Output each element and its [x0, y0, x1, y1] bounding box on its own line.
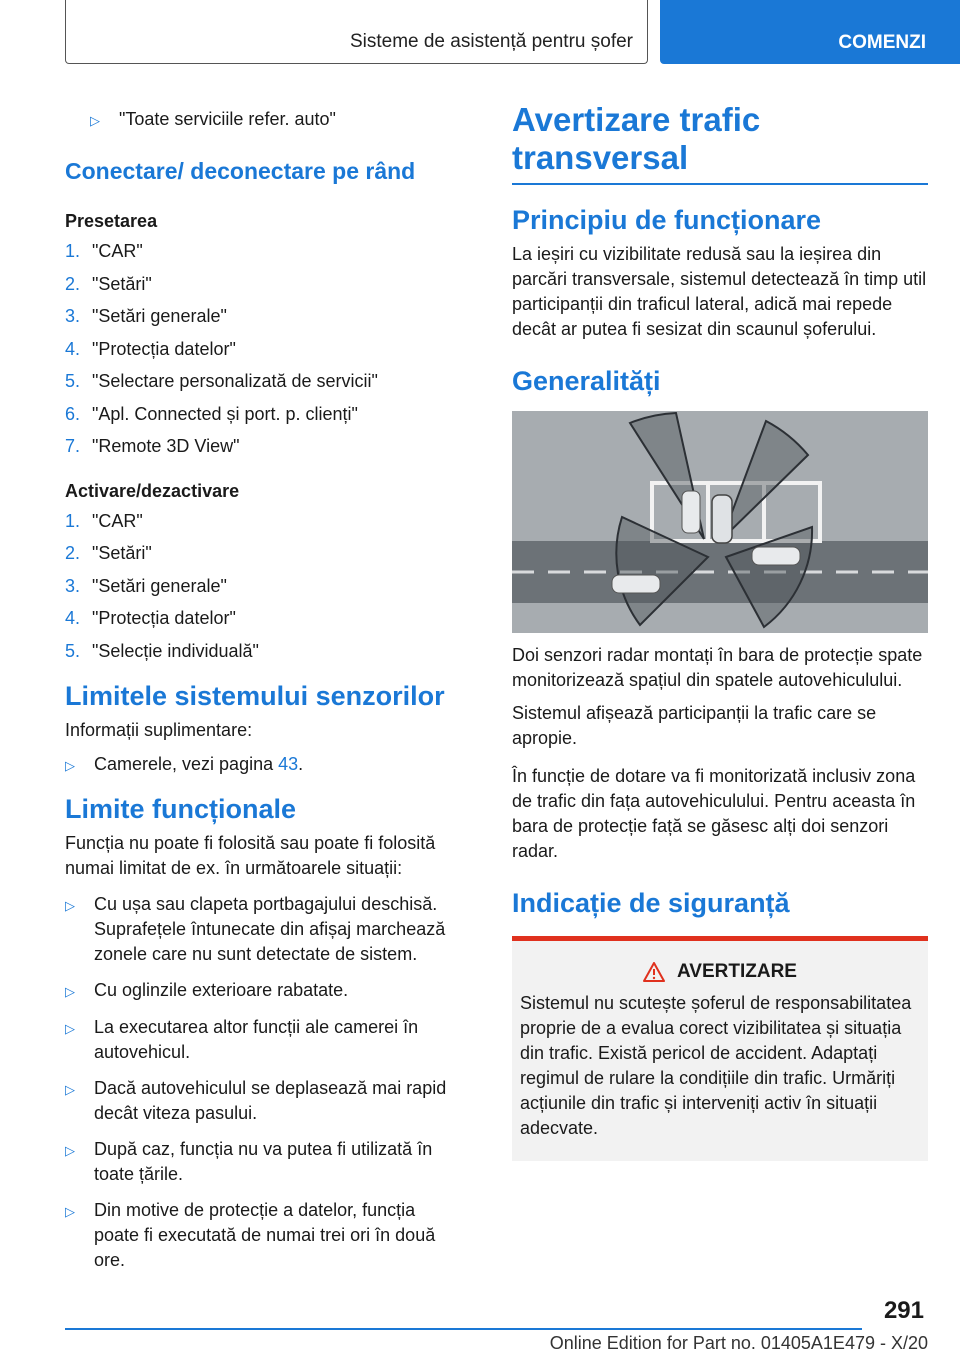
- cross-traffic-illustration: [512, 411, 928, 633]
- step-number: 1.: [65, 510, 81, 531]
- step-item: [65, 574, 465, 607]
- right-column: [512, 90, 928, 1161]
- tab-comenzi[interactable]: [660, 0, 960, 64]
- camera-text: Camerele, vezi pagina: [94, 754, 279, 774]
- step-item: [65, 639, 465, 672]
- warning-box: [512, 936, 928, 1161]
- warning-text: Sistemul nu scutește șoferul de responsabilitatea proprie de a evalua corect vizibilitatea și situația din trafic. Există pericol de accident. Adaptați regimul de rulare la condițiile din trafic. Urmăriți acțiunile din trafic și interveniți activ în situații adecvate.: [520, 993, 912, 1138]
- step-text: "Apl. Connected și port. p. clienți": [92, 403, 358, 424]
- list-item: [90, 107, 465, 133]
- step-number: 1.: [65, 241, 81, 261]
- bullet-text: [94, 752, 303, 778]
- warning-title: AVERTIZARE: [677, 961, 797, 982]
- step-text: "Setări": [92, 543, 152, 563]
- list-item: [65, 1076, 465, 1126]
- heading-sensor-limits: Limitele sistemului senzorilor: [65, 681, 445, 711]
- step-item: [65, 369, 465, 402]
- principle-text: La ieșiri cu vizibilitate redusă sau la ieșirea din parcări transversale, sistemul detectează în timp util participanții din traficul lateral, adică mai repede decât ar putea fi sesizat din scaunul șoferului.: [512, 244, 927, 339]
- step-item: [65, 402, 465, 435]
- step-text: "Protecția datelor": [92, 608, 236, 628]
- step-item: [65, 509, 465, 542]
- step-number: 5.: [65, 640, 81, 661]
- general-paragraph-3: În funcție de dotare va fi monitorizată inclusiv zona de trafic din fața autovehiculului. Pentru aceasta în bara de protecție față se găsesc alți doi senzori radar.: [512, 766, 916, 861]
- list-item: [65, 892, 465, 967]
- step-item: [65, 606, 465, 639]
- step-item: [65, 541, 465, 574]
- general-paragraph-2: Sistemul afișează participanții la trafic care se apropie.: [512, 703, 877, 748]
- tab-comenzi-label: COMENZI: [838, 32, 926, 53]
- period: .: [298, 754, 304, 774]
- footer-edition: [550, 1333, 928, 1354]
- page-number: 291: [883, 1297, 924, 1324]
- list-item: [65, 752, 465, 778]
- step-text: "Selectare personalizată de servicii": [92, 371, 378, 391]
- func-limits-list: [65, 892, 465, 1273]
- parking-radar-diagram: [512, 411, 928, 633]
- list-item: [65, 1015, 465, 1065]
- step-number: 4.: [65, 608, 81, 628]
- triangle-bullet-icon: ▷: [65, 1204, 75, 1219]
- edition-text: Online Edition for Part no. 01405A1E479 - X/20: [549, 1333, 928, 1353]
- step-number: 5.: [65, 371, 81, 391]
- step-item: [65, 304, 465, 337]
- page-link-43[interactable]: 43: [278, 754, 299, 774]
- heading-safety: Indicație de siguranță: [512, 888, 790, 918]
- warning-header: [520, 961, 920, 983]
- step-item: [65, 272, 465, 305]
- triangle-bullet-icon: ▷: [65, 1143, 75, 1158]
- step-number: 7.: [65, 436, 81, 456]
- activate-steps-list: [65, 509, 465, 672]
- step-number: 2.: [65, 543, 81, 563]
- step-text: "Selecție individuală": [92, 640, 259, 661]
- step-text: "Remote 3D View": [92, 436, 240, 456]
- step-number: 6.: [65, 403, 81, 424]
- step-text: "Setări generale": [92, 306, 227, 326]
- bullet-text: După caz, funcția nu va putea fi utilizată în toate țările.: [94, 1139, 433, 1184]
- triangle-bullet-icon: ▷: [65, 898, 75, 913]
- step-text: "Setări": [92, 273, 152, 294]
- list-item: [65, 978, 465, 1004]
- warning-triangle-icon: [643, 962, 665, 982]
- bullet-text: La executarea altor funcții ale camerei în autovehicul.: [94, 1017, 419, 1062]
- step-text: "CAR": [92, 510, 143, 531]
- func-intro: Funcția nu poate fi folosită sau poate fi folosită numai limitat de ex. în următoarele situații:: [65, 833, 436, 878]
- list-item: [65, 1198, 465, 1273]
- bullet-text: "Toate serviciile refer. auto": [119, 109, 336, 129]
- bullet-text: Dacă autovehiculul se deplasează mai rapid decât viteza pasului.: [94, 1078, 447, 1123]
- step-number: 4.: [65, 338, 81, 359]
- step-number: 3.: [65, 575, 81, 596]
- step-text: "Protecția datelor": [92, 338, 236, 359]
- triangle-bullet-icon: ▷: [90, 113, 100, 128]
- step-number: 2.: [65, 273, 81, 294]
- heading-cross-traffic: Avertizare trafic transversal: [512, 101, 928, 185]
- step-item: [65, 434, 465, 467]
- footer-divider: [65, 1328, 862, 1330]
- step-item: [65, 337, 465, 370]
- triangle-bullet-icon: ▷: [65, 1082, 75, 1097]
- heading-principle: Principiu de funcționare: [512, 205, 822, 235]
- list-item: [65, 1137, 465, 1187]
- preset-label: Presetarea: [65, 211, 158, 231]
- triangle-bullet-icon: ▷: [65, 984, 75, 999]
- general-paragraph-1: Doi senzori radar montați în bara de protecție spate monitorizează spațiul din spatele autovehiculului.: [512, 645, 923, 690]
- bullet-text: Din motive de protecție a datelor, funcția poate fi executată de numai trei ori în două ore.: [94, 1200, 436, 1270]
- heading-connect: Conectare/ deconectare pe rând: [65, 158, 416, 184]
- header-section-box: [65, 0, 648, 64]
- heading-general: Generalități: [512, 366, 661, 396]
- step-text: "CAR": [92, 241, 143, 261]
- preset-steps-list: [65, 239, 465, 467]
- triangle-bullet-icon: ▷: [65, 758, 75, 773]
- step-number: 3.: [65, 306, 81, 326]
- left-column: [65, 90, 465, 1284]
- heading-functional-limits: Limite funcționale: [65, 794, 297, 824]
- info-intro: Informații suplimentare:: [65, 720, 253, 740]
- triangle-bullet-icon: ▷: [65, 1021, 75, 1036]
- section-title: Sisteme de asistență pentru șofer: [349, 31, 633, 52]
- bullet-text: Cu oglinzile exterioare rabatate.: [94, 980, 349, 1000]
- step-item: [65, 239, 465, 272]
- step-text: "Setări generale": [92, 575, 227, 596]
- activate-label: Activare/dezactivare: [65, 480, 240, 501]
- bullet-text: Cu ușa sau clapeta portbagajului deschisă. Suprafețele întunecate din afișaj marchează zonele care nu sunt detectate de sistem.: [94, 894, 446, 964]
